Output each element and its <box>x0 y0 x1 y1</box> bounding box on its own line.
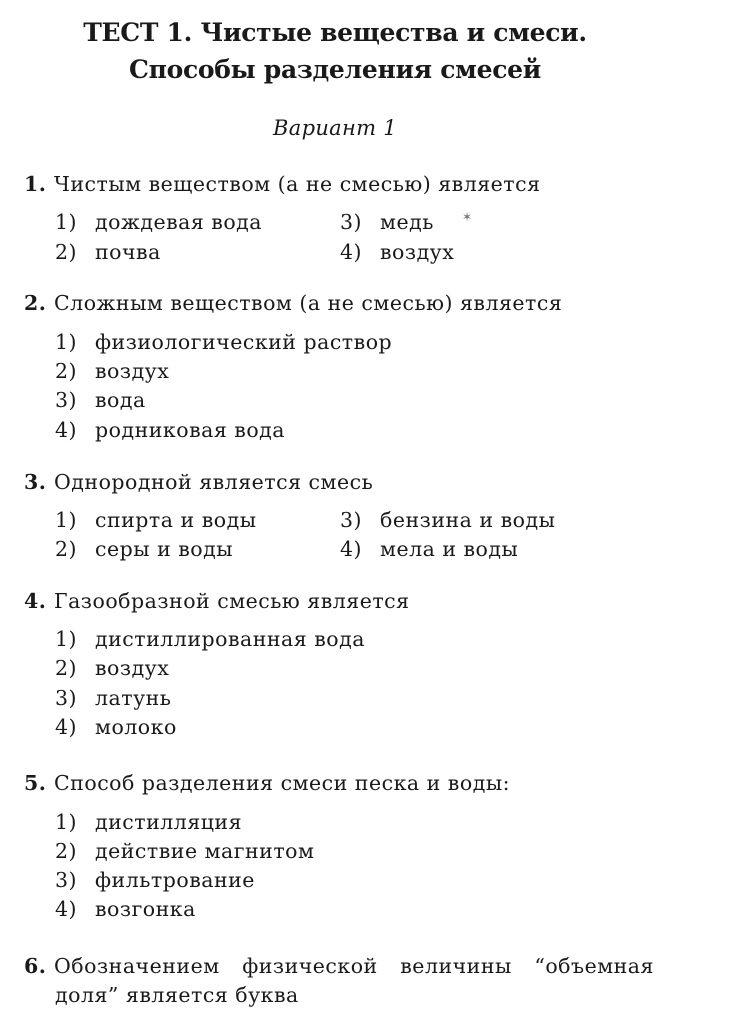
question-2-option-3 <box>55 388 146 412</box>
option-number: 4) <box>340 537 363 561</box>
option-number: 4) <box>55 715 78 739</box>
question-6 <box>24 954 654 978</box>
option-number: 4) <box>340 240 363 264</box>
question-1-option-2 <box>55 240 161 264</box>
question-5-option-3 <box>55 868 255 892</box>
option-number: 2) <box>55 240 78 264</box>
option-number: 2) <box>55 839 78 863</box>
option-text: воздух <box>95 359 170 383</box>
question-3-option-4 <box>340 537 518 561</box>
question-number: 4. <box>24 589 47 613</box>
option-number: 1) <box>55 810 78 834</box>
question-1-option-3 <box>340 210 434 234</box>
option-text: физиологический раствор <box>95 330 393 354</box>
question-3-option-3 <box>340 508 555 532</box>
option-number: 1) <box>55 627 78 651</box>
option-text: родниковая вода <box>95 418 286 442</box>
page-title-line-2: Способы разделения смесей <box>129 55 541 84</box>
variant-label: Вариант 1 <box>273 116 397 140</box>
scan-speck: ✶ <box>462 210 473 224</box>
option-text: фильтрование <box>95 868 255 892</box>
question-5-option-1 <box>55 810 242 834</box>
question-4 <box>24 589 410 613</box>
question-3-option-1 <box>55 508 257 532</box>
option-text: медь <box>380 210 434 234</box>
question-6-text-continued: доля” является буква <box>55 983 299 1007</box>
option-number: 4) <box>55 897 78 921</box>
question-1-option-4 <box>340 240 454 264</box>
option-number: 3) <box>340 210 363 234</box>
question-2-option-2 <box>55 359 169 383</box>
question-number: 6. <box>24 954 47 978</box>
question-2-option-4 <box>55 418 285 442</box>
question-number: 2. <box>24 291 47 315</box>
option-text: почва <box>95 240 161 264</box>
question-2-option-1 <box>55 330 392 354</box>
option-text: воздух <box>95 656 170 680</box>
question-1 <box>24 172 541 196</box>
question-text-word: Обозначением <box>54 954 220 978</box>
question-4-option-2 <box>55 656 169 680</box>
option-number: 4) <box>55 418 78 442</box>
option-text: действие магнитом <box>95 839 315 863</box>
question-number: 1. <box>24 172 47 196</box>
question-4-option-3 <box>55 686 171 710</box>
option-text: бензина и воды <box>380 508 556 532</box>
option-number: 1) <box>55 508 78 532</box>
option-text: мела и воды <box>380 537 519 561</box>
question-text-word: величины <box>400 954 512 978</box>
option-text: латунь <box>95 686 172 710</box>
option-number: 2) <box>55 656 78 680</box>
option-number: 3) <box>340 508 363 532</box>
option-text: молоко <box>95 715 177 739</box>
option-number: 1) <box>55 210 78 234</box>
option-text: спирта и воды <box>95 508 257 532</box>
question-text: Газообразной смесью является <box>54 589 410 613</box>
question-number: 3. <box>24 470 47 494</box>
option-number: 2) <box>55 359 78 383</box>
question-2 <box>24 291 562 315</box>
option-number: 3) <box>55 686 78 710</box>
option-text: возгонка <box>95 897 196 921</box>
question-text: Способ разделения смеси песка и воды: <box>54 771 511 795</box>
question-3-option-2 <box>55 537 233 561</box>
question-text: Однородной является смесь <box>54 470 374 494</box>
question-3 <box>24 470 373 494</box>
option-text: дистилляция <box>95 810 243 834</box>
option-number: 3) <box>55 868 78 892</box>
question-text-word: физической <box>242 954 378 978</box>
question-4-option-1 <box>55 627 365 651</box>
question-1-option-1 <box>55 210 262 234</box>
question-5 <box>24 771 510 795</box>
option-number: 3) <box>55 388 78 412</box>
question-text: Чистым веществом (а не смесью) является <box>54 172 541 196</box>
option-text: серы и воды <box>95 537 234 561</box>
question-number: 5. <box>24 771 47 795</box>
question-text-word: “объемная <box>534 954 654 978</box>
option-text: дистиллированная вода <box>95 627 365 651</box>
question-4-option-4 <box>55 715 177 739</box>
option-number: 2) <box>55 537 78 561</box>
page-title-line-1: ТЕСТ 1. Чистые вещества и смеси. <box>83 18 587 47</box>
question-5-option-4 <box>55 897 196 921</box>
question-text: Сложным веществом (а не смесью) является <box>54 291 563 315</box>
option-text: вода <box>95 388 146 412</box>
option-text: воздух <box>380 240 455 264</box>
question-5-option-2 <box>55 839 314 863</box>
option-number: 1) <box>55 330 78 354</box>
option-text: дождевая вода <box>95 210 263 234</box>
